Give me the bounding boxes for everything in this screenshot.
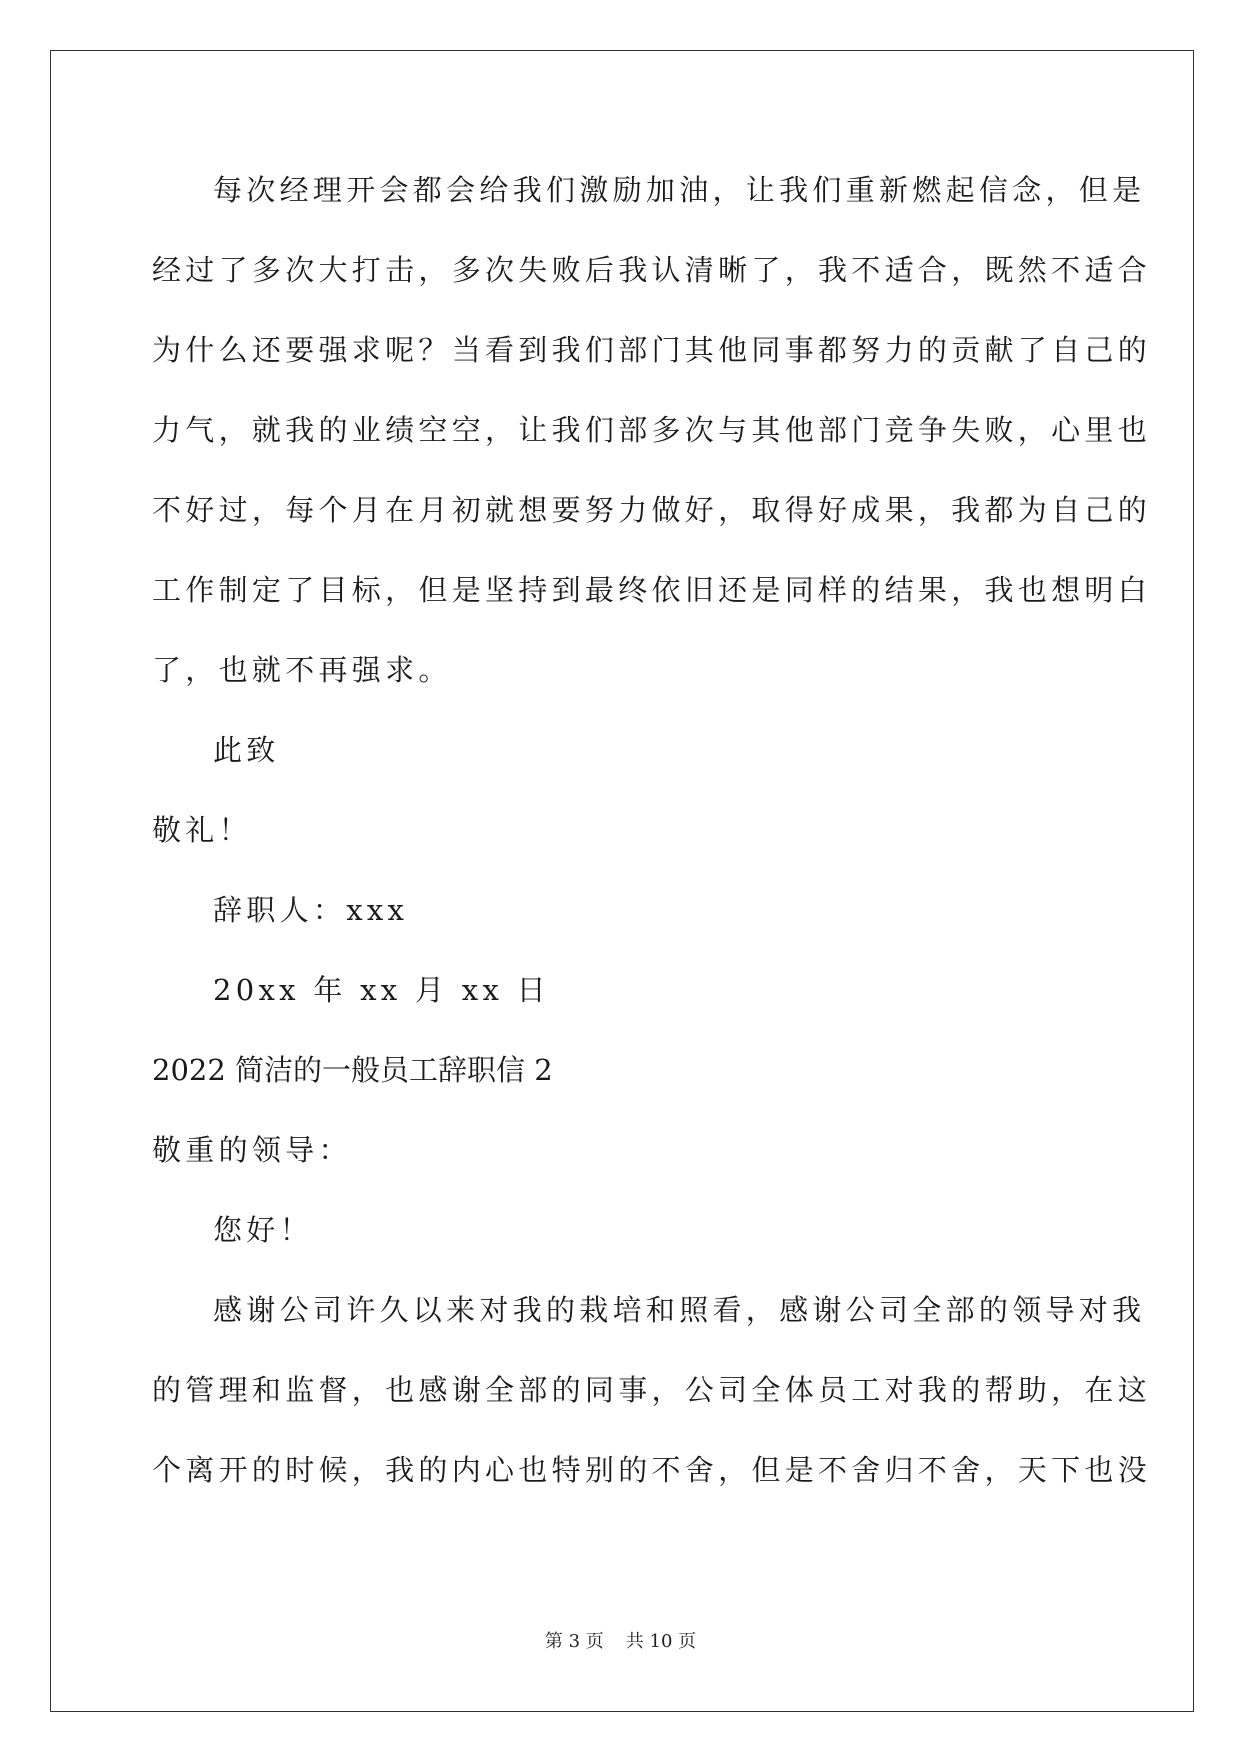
- closing-regards: 敬礼！: [152, 813, 252, 847]
- paragraph-line: 不好过，每个月在月初就想要努力做好，取得好成果，我都为自己的: [152, 493, 1152, 527]
- section-title: 2022 简洁的一般员工辞职信 2: [152, 1053, 553, 1087]
- paragraph-line: 的管理和监督，也感谢全部的同事，公司全体员工对我的帮助，在这: [152, 1373, 1152, 1407]
- paragraph-line: 感谢公司许久以来对我的栽培和照看，感谢公司全部的领导对我: [213, 1293, 1146, 1327]
- signature-date: 20xx 年 xx 月 xx 日: [213, 973, 550, 1007]
- paragraph-line: 为什么还要强求呢？当看到我们部门其他同事都努力的贡献了自己的: [152, 333, 1152, 367]
- paragraph-line: 经过了多次大打击，多次失败后我认清晰了，我不适合，既然不适合: [152, 253, 1152, 287]
- page-number: 第 3 页: [544, 1631, 604, 1652]
- greeting-hello: 您好！: [213, 1213, 313, 1247]
- page-total: 共 10 页: [625, 1631, 697, 1652]
- greeting-recipient: 敬重的领导：: [152, 1133, 352, 1167]
- paragraph-line: 个离开的时候，我的内心也特别的不舍，但是不舍归不舍，天下也没: [152, 1453, 1152, 1487]
- page-footer: [0, 1630, 1241, 1654]
- closing-salutation: 此致: [213, 733, 280, 767]
- paragraph-line: 力气，就我的业绩空空，让我们部多次与其他部门竞争失败，心里也: [152, 413, 1152, 447]
- signature-name: 辞职人：xxx: [213, 893, 409, 927]
- paragraph-line: 工作制定了目标，但是坚持到最终依旧还是同样的结果，我也想明白: [152, 573, 1152, 607]
- paragraph-line: 了，也就不再强求。: [152, 653, 452, 687]
- paragraph-line: 每次经理开会都会给我们激励加油，让我们重新燃起信念，但是: [213, 173, 1146, 207]
